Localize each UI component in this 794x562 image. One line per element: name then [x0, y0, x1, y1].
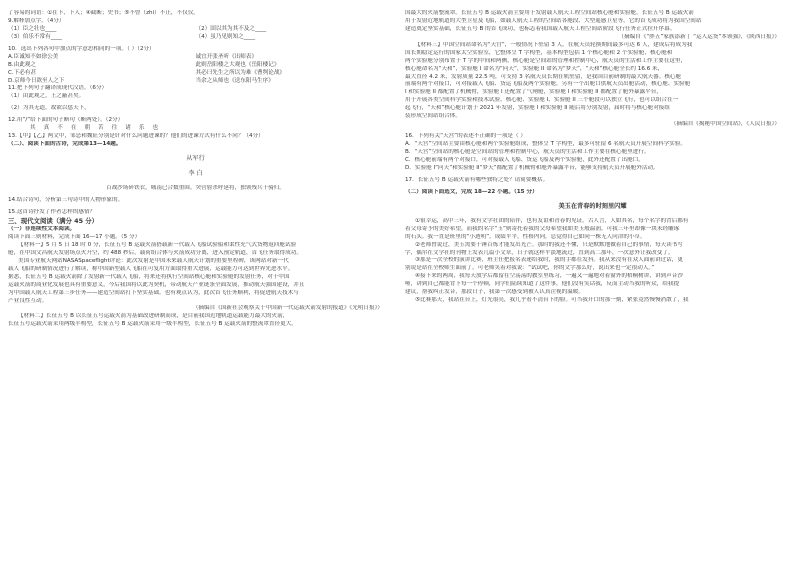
material-3-line: 国长期稳定运行的国家太空实验室，它整体呈 T 字构型，基本构型包括 1 个核心舱和 2 个实验舱，核心舱和 [405, 49, 673, 56]
material-2-line: 长征五号运载火箭采用两级半构型，长征五号 B 运载火箭采用一级半构型，长征五号 B 运载火箭的整流罩直径更大。 [8, 321, 297, 328]
q10-a-right: 诚宜开张圣听《出师表》 [195, 53, 258, 60]
q14-stem: 14.结合诗句，分析第三句诗中的人物形象的。 [8, 197, 124, 204]
q9-stem: 9.解释加点字。（4分） [8, 17, 65, 24]
q12-char: 诸 [125, 125, 131, 132]
q10-option-c [8, 70, 383, 78]
q10-stem: 10．选出下列各句中加点的字意思相同的一项。（ ）（2分） [8, 45, 155, 52]
poem-title: 从军行 [186, 155, 205, 163]
q10-a-left: A.臣诚知不如徐公美 [8, 53, 59, 60]
material-1-source: （摘编自《国新社会观察关于中国新一代运载火箭发射的报道》《光明日报》） [192, 305, 383, 312]
material-2-line: 国最大的火箭整流罩。长征五号 B 运载火箭主要用于发射载人航天工程空间站核心舱和实验舱，长征五号 B 运载火箭 [405, 10, 694, 16]
q9-item-4: （4）虽乃见则知之____ [195, 33, 255, 40]
material-2-source: （摘编自《“胖五”家族添新丁 “运人运货”本领强》，《陕西日报》） [618, 33, 780, 40]
material-1-line: 【材料一】5 月 5 日 18 时 0 分，长征五号 B 运载火箭搭载新一代载人飞船试验船和柔性充气式货物返回舱试验 [18, 241, 297, 248]
poem-author: 李 白 [188, 170, 203, 178]
material-3-line: 两个实验舱分别布置于 T 字的中间和两侧，核心舱是空间站的管理和控制中心，航天员的生活和工作主要在这里， [405, 57, 687, 64]
material-3-line: I 和实验舱 II 都配置了机械臂，实验舱 I 还配置了气闸舱，实验舱 I 和实验舱 II 都配置了舱外暴露平台， [405, 89, 662, 96]
q12-stem: 12.用“/”给下面的句子断句（断两处）。（2分） [8, 117, 124, 124]
material-2-line: 【材料二】长征五号 B 以长征五号运载火箭为基础改进研制而成，是目前我国近地轨道运载能力最大的火箭， [18, 313, 289, 320]
q12-char: 真 [43, 125, 50, 132]
q12-char: 苦 [98, 125, 104, 132]
material-3-line: 起飞行，“天和”核心舱计划于 2021 年发射，实验舱 I 和实验舱 II 随后将分别发射，届时将与核心舱对接组 [405, 105, 670, 112]
q10-d-left: D.京师今日欲至人之下 [8, 77, 65, 84]
poem-lines: 百战沙场碎铁衣，城南已合数重围。突营射杀呼延将，独领残兵千骑归。 [105, 185, 285, 192]
essay-title: 美玉在青春的时刻里闪耀 [558, 202, 627, 210]
q12-char: 乐 [138, 125, 145, 132]
q10-option-d [8, 78, 383, 86]
material-1-line: 舱，在中国文昌航天发射场点火升空，约 488 秒后，载荷组合体与火箭成功分离，进入预定轨道，首飞任务取得成功。 [8, 249, 302, 256]
q10-c-right: 其必曰先生之所以为难《曹刿论战》 [195, 69, 286, 76]
section-2-poem-heading: （二）、阅读下面的古诗，完成第13—14题。 [8, 141, 122, 148]
essay-line: ⑤比赛那天，我站在台上，灯光很亮，我几乎看不清台下的脸。可当我开口的那一刻，紧张竟然慢慢消散了，我 [415, 297, 689, 304]
material-3-line: 前端有两个对接口，可对接载人飞船、货运飞船及两个实验舱，另有一个出舱口供航天员出舱活动，核心舱、实验舱 [405, 81, 691, 88]
q10-option-b [8, 62, 383, 70]
essay-line: ①很幸运，高中三年，我有文学社团的陪伴，也有友谊和青春的见证。古人言，人如其名，每个名字的背后都有 [415, 217, 689, 224]
q11-item-1: （1）由此观之，王之蔽甚矣。 [8, 93, 85, 100]
material-3-line: 【材料三】中国空间站命名为“天宫”，一般情况下驻留 3 人，在航天员轮换期间最多可达 6 人，建成后将成为我 [415, 41, 693, 48]
essay-line: 字，偶尔在文学社的刊物上发表几篇小文章，日子就这样平淡地流过，直到高二那年，一次意外让我改变了。 [405, 249, 674, 256]
left-column [8, 10, 383, 329]
q12-char: 不 [57, 125, 63, 132]
material-1-line: 美国专业航天网站NASASpaceflight评论：此次发射是中国未来载人航天计划的重要里程碑，该网站对新一代 [18, 257, 289, 264]
q12-char: 往 [111, 125, 118, 132]
q16-option-c: C．核心舱前端有两个对接口，可对接载人飞船、货运飞船及两个实验舱，此外还配置了出舱口。 [405, 156, 644, 163]
essay-line: 的石头。我一直是班里的“小透明”，成绩平平，性格内向，总觉得自己如同一株无人问津的小草。 [405, 233, 646, 240]
material-3-line: 装形成空间站组合体。 [405, 113, 461, 120]
q12-char: 其 [30, 125, 36, 132]
essay-line: ④接下来的两周，我每天放学后都留在空荡荡的教室里练习，一遍又一遍地对着窗外的梧桐树讲，讲到声音沙 [415, 273, 683, 280]
q10-b-right: 此则岳阳楼之大观也《岳阳楼记》 [195, 61, 280, 68]
material-2-line: 用于发射近地轨道的大型卫星及飞船，如载人航天工程的空间站各舱段、大型遥感卫星等，它的首飞成功将为我国空间站 [405, 17, 702, 24]
q10-option-a [8, 54, 383, 62]
material-3-line: 用于开展各类空间科学实验和技术试验。核心舱、实验舱 I、实验舱 II 三个舱段可以独立飞行，也可以组合在一 [405, 97, 679, 104]
q9-row-1 [8, 26, 383, 34]
section-2-essay-heading: （二）阅读下面选文，完成 18—22 小题。（15 分） [405, 188, 538, 195]
q12-char: 朝 [84, 125, 91, 132]
q10-d-right: 当余之从师也《送东阳马生序》 [195, 77, 274, 84]
q15-stem: 15.这首诗抒发了作者怎样的感情？ [8, 209, 96, 216]
essay-line: 着父母寄予的美好希望，而我的名字“玉”则寄托着我的父母希望我如美玉般温润，可我三年里却像一块未经雕琢 [405, 225, 680, 232]
q17-stem: 17．长征五号 B 运载火箭有哪些独特之处？请简要概括。 [405, 176, 549, 183]
q16-stem: 16．下列有关“天宫”的表述不正确的一项是（ ） [405, 133, 526, 140]
q16-option-d: D．实验舱 I“问天”和实验舱 II“梦天”都配置了机械臂和舱外暴露平台，能够支持航天员开展舱外活动。 [405, 164, 659, 171]
material-1-line: 载人飞船的研制情况进行了解读，称中国新型载人飞船在可复用方面取得重大进展，运载能力可达到世界先进水平。 [8, 265, 294, 272]
material-1-line: 运载火箭的商业化发展也具有重要意义，今后我国将以此为契机，带动航天产业链条全面发展，推动航天强国建设，并且 [8, 281, 305, 288]
essay-line: 建议，帮我纠正发音，那段日子，我第一次感受到被人认真注视的温暖。 [405, 289, 585, 296]
q10-c-left: C.下必有甚 [8, 69, 37, 76]
q9-item-1: （1）臣之壮也____ [8, 25, 57, 32]
q10-b-left: B.由此观之 [8, 61, 36, 68]
intro-note: 了容易的词语：①在下，下人；④截断；史书；⑤不曾（zhi）不止，不仅仅。 [8, 10, 199, 16]
part-3-heading: 三、现代文阅读（满分 45 分） [8, 216, 99, 225]
material-2-line: 建造奠定坚实基础，长征五号 B 的首飞成功，也标志着我国载人航天工程空间站阶段飞行任务正式拉开序幕。 [405, 25, 676, 32]
q9-row-2 [8, 34, 383, 42]
part-3a-heading: （一）非连续性文本阅读。 [8, 226, 76, 233]
essay-line: ②老师曾说过，美玉需要千锤百炼才能发出光芒。那时的我还不懂，只是默默地做着自己的事情，每天读书写 [415, 241, 683, 248]
essay-line: 别说是站在全校师生面前了。可老师笑着对我说：“试试吧，你的文字那么好，说出来也一定很动人。” [405, 265, 655, 272]
material-1-line: 产业良性互动。 [8, 297, 48, 304]
q11-stem: 11.把下列句子翻译成现代汉语。（6分） [8, 85, 108, 92]
q9-item-3: （3）伯乐不常有____ [8, 33, 62, 40]
q11-item-2: （2）为其无道，故欲以惩天下。 [8, 105, 90, 112]
q9-item-2: （2）固以其为其不及之____ [195, 25, 267, 32]
material-1-line: 为中国载人航天工程第三步任务——建造空间站打下坚实基础。也有观点认为，此次首飞任务顺利，将促进航天技术与 [8, 289, 299, 296]
part-3a-note: 阅读下面三则材料，完成下面 16—17 小题。（5 分） [8, 234, 141, 240]
q16-option-a: A．“天宫”空间站主要由核心舱和两个实验舱组成，整体呈 T 字构型，最多可驻留 6 名航天员开展空间科学实验。 [405, 141, 687, 147]
essay-line: ③那是一次全校的演讲比赛，班主任把报名表递给我时，我的手都在发抖。我从来没有在众人面前讲过话，更 [415, 257, 683, 264]
q13-stem: 13.【甲】【乙】两文中，邹忌和魏征分别是针对什么问题进谏的？他们的进谏方式有什么不同？（4分） [8, 133, 264, 140]
material-3-source: （摘编自《揭秘中国空间站》，《人民日报》） [670, 121, 780, 128]
material-1-line: 据悉，长征五号 B 运载火箭除了发射新一代载人飞船，将来还将执行空间站核心舱和实验舱的发射任务，对于中国 [8, 273, 290, 280]
q16-option-b: B．“天宫”空间站的核心舱是空间站的管理和控制中心，航天员的生活和工作主要在核心舱里进行。 [405, 148, 650, 155]
q12-char: 也 [152, 125, 159, 132]
material-3-line: 核心舱命名为“天和”，实验舱 I 命名为“问天”，实验舱 II 命名为“梦天”，“天和”核心舱全长约 16.6 米， [405, 65, 664, 72]
q12-char: 在 [70, 125, 77, 132]
right-column [405, 10, 780, 305]
material-3-line: 最大直径 4.2 米，发射质量 22.5 吨，可支持 3 名航天员长期在轨驻留，是我国目前研制的最大航天器。核心舱 [405, 73, 682, 80]
q12-sentence [8, 125, 383, 133]
essay-line: 哑，讲到自己都能背下每一个停顿，同学们陆续知道了这件事，他们没有笑话我，反而主动当我的听众，给我提 [405, 281, 680, 288]
